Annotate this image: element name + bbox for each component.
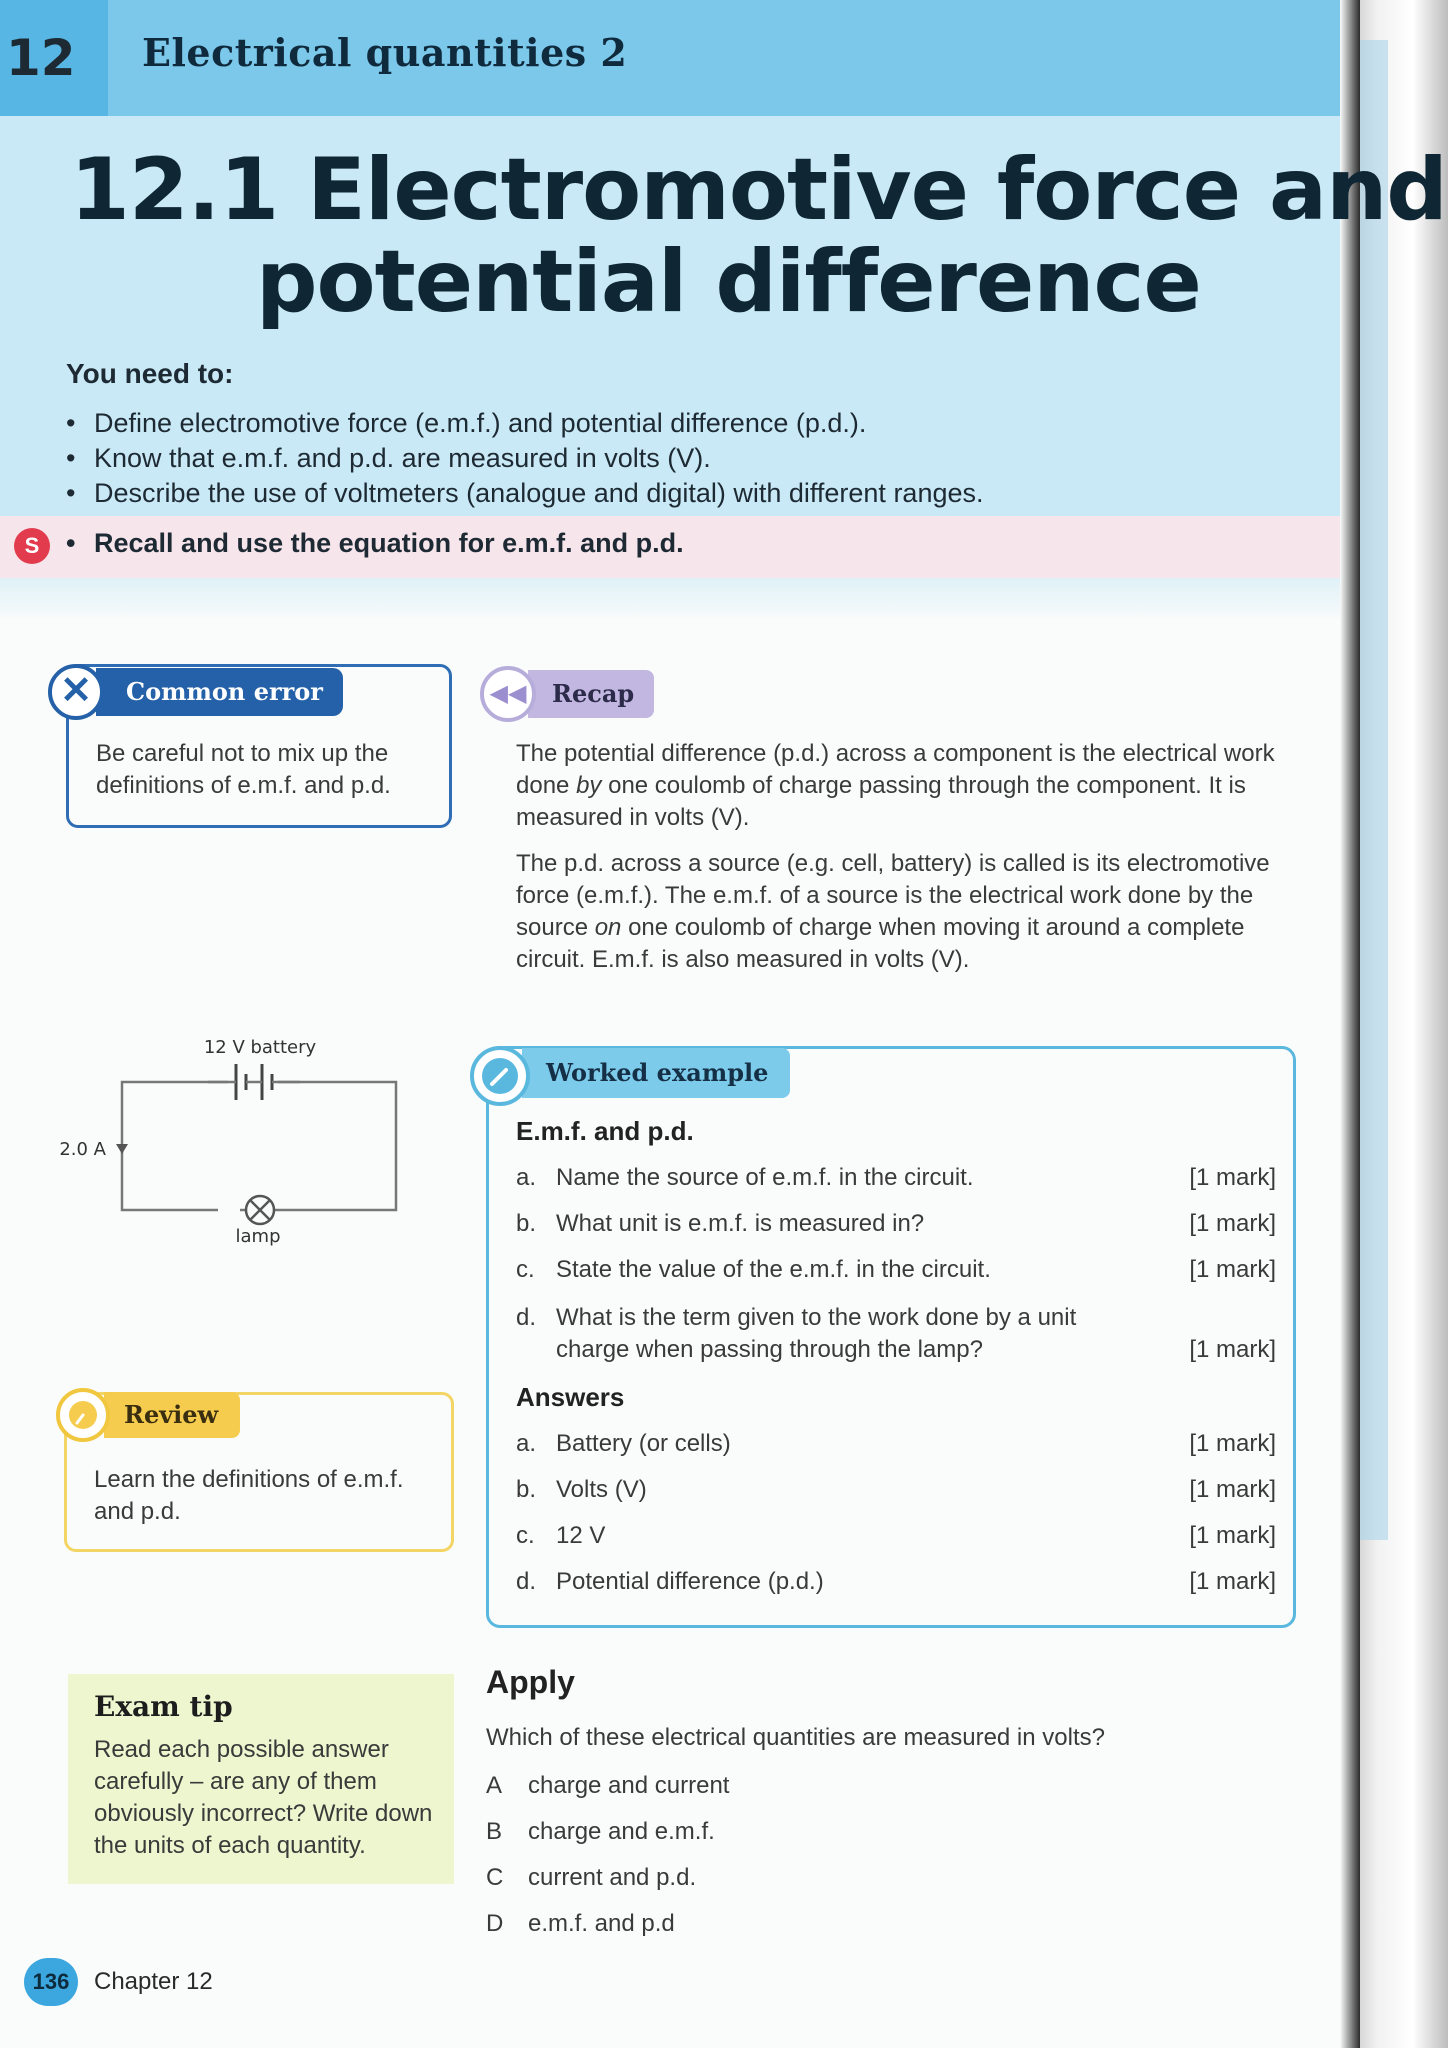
cross-icon: ✕ <box>48 664 104 720</box>
current-arrow-icon <box>116 1144 128 1154</box>
answer-option-c[interactable]: C current and p.d. <box>486 1864 697 1891</box>
circuit-wire <box>122 1082 236 1210</box>
answer-row: d. Potential difference (p.d.) [1 mark] <box>516 1568 1276 1595</box>
section-title-line1: 12.1 Electromotive force and <box>70 140 1447 240</box>
section-title-line2: potential difference <box>256 232 1201 332</box>
answers-heading: Answers <box>516 1382 625 1412</box>
question-row: d. What is the term given to the work done by a unit charge when passing through the lamp? [1 mark] <box>516 1304 1276 1363</box>
circuit-diagram <box>50 1030 430 1250</box>
worked-example-heading: E.m.f. and p.d. <box>516 1116 694 1146</box>
answer-row: b. Volts (V) [1 mark] <box>516 1476 1276 1503</box>
objectives-heading: You need to: <box>66 358 234 389</box>
recap-paragraph-2: The p.d. across a source (e.g. cell, battery) is called is its electromotive force (e.m.f.). The e.m.f. of a source is the electrical work done by the source on one coulomb of charge when moving it around a complete circuit. E.m.f. is also measured in volts (V). <box>516 850 1270 973</box>
question-row: a. Name the source of e.m.f. in the circuit. [1 mark] <box>516 1164 1276 1191</box>
lamp-icon <box>246 1196 274 1224</box>
common-error-text: Be careful not to mix up the definitions of e.m.f. and p.d. <box>96 740 391 799</box>
exam-tip-label: Exam tip <box>94 1690 233 1723</box>
apply-question: Which of these electrical quantities are measured in volts? <box>486 1724 1105 1751</box>
exam-tip-text: Read each possible answer carefully – are any of them obviously incorrect? Write down the units of each quantity. <box>94 1736 433 1859</box>
answer-option-b[interactable]: B charge and e.m.f. <box>486 1818 715 1845</box>
chapter-title: Electrical quantities 2 <box>142 30 628 75</box>
answer-row: c. 12 V [1 mark] <box>516 1522 1276 1549</box>
objective-item-supplement: • Recall and use the equation for e.m.f. and p.d. <box>66 528 684 558</box>
stopwatch-icon <box>56 1388 110 1442</box>
review-text: Learn the definitions of e.m.f. and p.d. <box>94 1466 404 1525</box>
supplement-badge: S <box>14 528 50 564</box>
chapter-number: 12 <box>0 0 108 116</box>
lamp-label: lamp <box>235 1226 281 1247</box>
objective-item: • Describe the use of voltmeters (analogue and digital) with different ranges. <box>66 478 984 508</box>
objective-item: • Know that e.m.f. and p.d. are measured in volts (V). <box>66 443 711 473</box>
answer-option-a[interactable]: A charge and current <box>486 1772 730 1799</box>
recap-label: Recap <box>528 670 654 718</box>
worked-example-label: Worked example <box>522 1048 790 1098</box>
answer-row: a. Battery (or cells) [1 mark] <box>516 1430 1276 1457</box>
apply-heading: Apply <box>486 1664 575 1700</box>
current-label: 2.0 A <box>59 1139 106 1160</box>
recap-paragraph-1: The potential difference (p.d.) across a component is the electrical work done by one coulomb of charge passing through the component. It is measured in volts (V). <box>516 740 1275 831</box>
rewind-icon: ◀◀ <box>480 666 536 722</box>
objective-item: • Define electromotive force (e.m.f.) and potential difference (p.d.). <box>66 408 867 438</box>
review-label: Review <box>104 1392 240 1438</box>
question-row: b. What unit is e.m.f. is measured in? [1 mark] <box>516 1210 1276 1237</box>
chapter-footer-label: Chapter 12 <box>94 1968 213 1995</box>
question-row: c. State the value of the e.m.f. in the circuit. [1 mark] <box>516 1256 1276 1283</box>
band-fade <box>0 578 1360 618</box>
page-number: 136 <box>24 1958 78 2006</box>
battery-label: 12 V battery <box>203 1037 317 1058</box>
answer-option-d[interactable]: D e.m.f. and p.d <box>486 1910 675 1937</box>
pencil-icon <box>470 1046 530 1106</box>
facing-page-tint <box>1360 40 1388 1540</box>
book-spine-shadow <box>1340 0 1360 2048</box>
common-error-label: Common error <box>96 668 343 716</box>
